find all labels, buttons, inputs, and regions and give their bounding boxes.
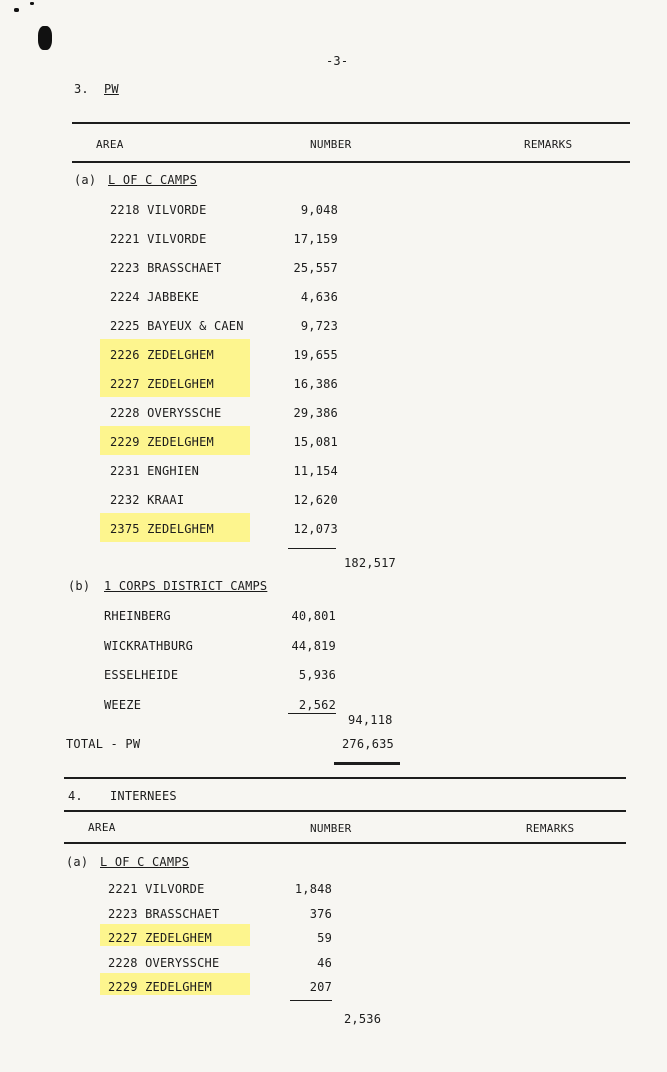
row-area: 2221 VILVORDE	[108, 882, 205, 896]
section-rule	[64, 777, 626, 779]
group-title: L OF C CAMPS	[100, 855, 190, 869]
row-number: 9,048	[300, 203, 338, 217]
column-header-area: AREA	[88, 821, 116, 834]
row-area: 2224 JABBEKE	[110, 290, 200, 304]
section-number: 4.	[68, 789, 83, 803]
row-area: 2229 ZEDELGHEM	[110, 435, 214, 449]
row-number: 5,936	[298, 668, 336, 682]
subtotal-rule	[288, 548, 336, 549]
subtotal-value: 182,517	[344, 556, 396, 570]
row-number: 29,386	[293, 406, 338, 420]
row-area: 2228 OVERYSSCHE	[110, 406, 222, 420]
row-number: 19,655	[293, 348, 338, 362]
total-value: 276,635	[342, 737, 394, 751]
row-area: 2225 BAYEUX & CAEN	[110, 319, 244, 333]
column-header-area: AREA	[96, 138, 124, 151]
row-number: 16,386	[293, 377, 338, 391]
header-rule-top	[64, 810, 626, 812]
row-number: 207	[309, 980, 332, 994]
column-header-number: NUMBER	[310, 822, 352, 835]
row-area: WICKRATHBURG	[104, 638, 194, 653]
row-number: 4,636	[300, 290, 338, 304]
header-rule-bottom	[72, 161, 630, 163]
row-number: 2,562	[298, 697, 336, 712]
row-number: 17,159	[293, 232, 338, 246]
group-title: 1 CORPS DISTRICT CAMPS	[104, 579, 268, 593]
ink-speck	[14, 8, 19, 12]
row-number: 11,154	[293, 464, 338, 478]
row-area: 2227 ZEDELGHEM	[110, 377, 214, 391]
row-area: 2223 BRASSCHAET	[110, 261, 222, 275]
row-area: RHEINBERG	[104, 609, 171, 623]
row-number: 12,620	[293, 493, 338, 507]
row-area: ESSELHEIDE	[104, 668, 179, 682]
column-header-number: NUMBER	[310, 138, 352, 151]
row-area: WEEZE	[104, 697, 142, 712]
row-area: 2232 KRAAI	[110, 493, 185, 507]
column-header-remarks: REMARKS	[524, 138, 573, 151]
section-title: PW	[104, 82, 119, 96]
row-number: 46	[317, 955, 332, 970]
row-area: 2227 ZEDELGHEM	[108, 931, 212, 945]
row-number: 376	[309, 906, 332, 921]
group-label: (b)	[68, 579, 91, 593]
subtotal-value: 2,536	[344, 1012, 382, 1026]
subtotal-value: 94,118	[348, 713, 393, 727]
group-label: (a)	[66, 855, 89, 869]
section-title: INTERNEES	[110, 789, 177, 803]
section-number: 3.	[74, 82, 89, 96]
row-area: 2375 ZEDELGHEM	[110, 522, 214, 536]
column-header-remarks: REMARKS	[526, 822, 575, 835]
group-title: L OF C CAMPS	[108, 173, 198, 187]
row-area: 2221 VILVORDE	[110, 232, 207, 246]
row-number: 15,081	[293, 435, 338, 449]
row-number: 40,801	[291, 609, 336, 623]
row-number: 12,073	[293, 522, 338, 536]
total-label: TOTAL - PW	[66, 737, 141, 751]
row-number: 9,723	[300, 319, 338, 333]
group-label: (a)	[74, 173, 97, 187]
row-area: 2223 BRASSCHAET	[108, 906, 220, 921]
row-number: 44,819	[291, 638, 336, 653]
row-number: 59	[317, 931, 332, 945]
row-area: 2218 VILVORDE	[110, 203, 207, 217]
row-area: 2231 ENGHIEN	[110, 464, 200, 478]
row-area: 2228 OVERYSSCHE	[108, 955, 220, 970]
row-number: 1,848	[294, 882, 332, 896]
ink-speck	[38, 26, 52, 50]
header-rule-top	[72, 122, 630, 124]
row-number: 25,557	[293, 261, 338, 275]
header-rule-bottom	[64, 842, 626, 844]
total-double-rule	[334, 762, 400, 765]
subtotal-rule	[288, 713, 336, 714]
row-area: 2226 ZEDELGHEM	[110, 348, 214, 362]
page-number: -3-	[326, 54, 349, 68]
ink-speck	[30, 2, 34, 5]
row-area: 2229 ZEDELGHEM	[108, 980, 212, 994]
subtotal-rule	[290, 1000, 332, 1001]
